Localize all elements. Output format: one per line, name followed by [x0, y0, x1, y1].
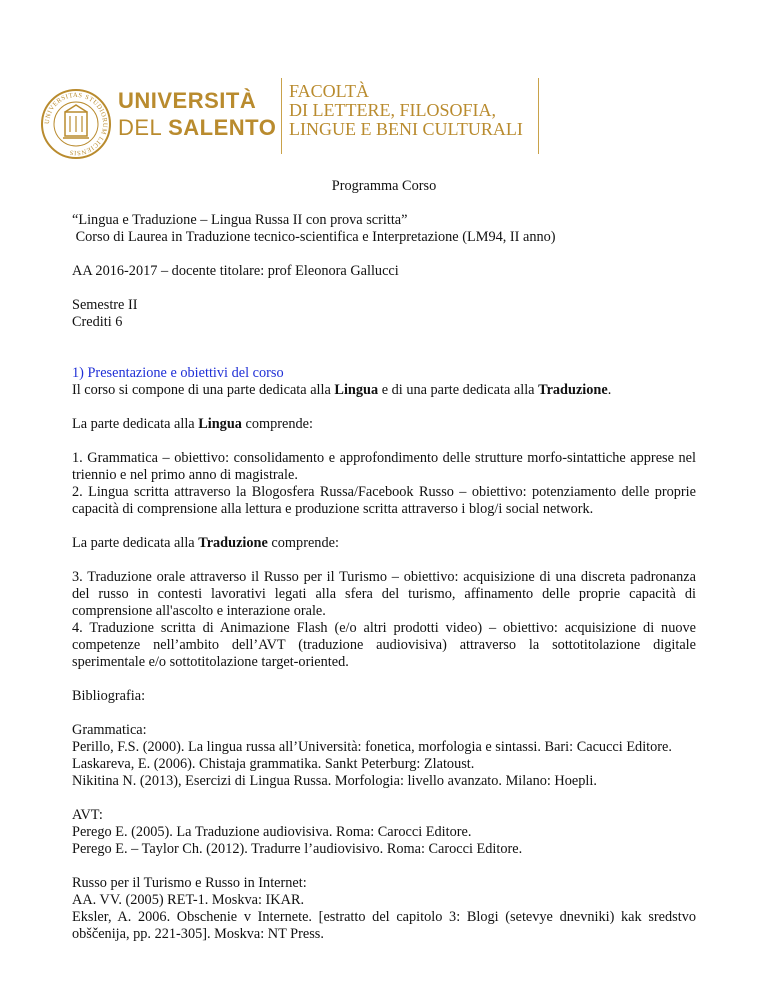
university-seal-icon — [40, 88, 112, 160]
course-title: “Lingua e Traduzione – Lingua Russa II con prova scritta” — [72, 212, 408, 228]
document-body — [72, 178, 696, 943]
header-divider-left — [281, 78, 282, 154]
faculty-line2: DI LETTERE, FILOSOFIA, — [289, 100, 496, 120]
degree-program: Corso di Laurea in Traduzione tecnico-scientifica e Interpretazione (LM94, II anno) — [72, 229, 556, 245]
lingua-item-2: 2. Lingua scritta attraverso la Blogosfera Russa/Facebook Russo – obiettivo: potenziamento delle proprie capacità di comprensione alla lettura e produzione scritta attraverso i blog/i social network. — [72, 484, 696, 517]
university-name-line1: UNIVERSITÀ — [118, 88, 257, 113]
credits: Crediti 6 — [72, 314, 123, 330]
faculty-line3: LINGUE E BENI CULTURALI — [289, 119, 523, 139]
grammar-ref-3: Nikitina N. (2013), Esercizi di Lingua Russa. Morfologia: livello avanzato. Milano: Hoepli. — [72, 773, 597, 789]
lingua-intro: La parte dedicata alla Lingua comprende: — [72, 416, 313, 432]
semester: Semestre II — [72, 297, 138, 313]
tourism-heading: Russo per il Turismo e Russo in Internet: — [72, 875, 307, 891]
document-title: Programma Corso — [331, 178, 437, 194]
grammar-ref-1: Perillo, F.S. (2000). La lingua russa all’Università: fonetica, morfologia e sintassi. Bari: Cacucci Editore. — [72, 739, 672, 755]
traduzione-intro: La parte dedicata alla Traduzione comprende: — [72, 535, 339, 551]
traduzione-item-3: 3. Traduzione orale attraverso il Russo per il Turismo – obiettivo: acquisizione di una discreta padronanza del russo in contesti lavorativi legati alla sfera del turismo, affinamento delle proprie capacità di comprensione all'ascolto e interazione orale. — [72, 569, 696, 619]
tourism-ref-1: AA. VV. (2005) RET-1. Moskva: IKAR. — [72, 892, 305, 908]
svg-text:UNIVERSITAS STUDIORUM LICIENSI: UNIVERSITAS STUDIORUM LICIENSIS — [43, 91, 109, 157]
university-name-del: DEL — [118, 115, 169, 140]
lingua-item-1: 1. Grammatica – obiettivo: consolidamento e approfondimento delle strutture morfo-sintattiche apprese nel triennio e nel primo anno di magistrale. — [72, 450, 696, 483]
bibliography-heading: Bibliografia: — [72, 688, 146, 704]
grammar-ref-2: Laskareva, E. (2006). Chistaja grammatika. Sankt Peterburg: Zlatoust. — [72, 756, 475, 772]
letterhead — [0, 0, 768, 160]
faculty-name — [289, 82, 523, 139]
university-name-salento: SALENTO — [168, 115, 277, 140]
header-divider-right — [538, 78, 539, 154]
university-name-line2 — [118, 117, 276, 139]
course-intro: Il corso si compone di una parte dedicata alla Lingua e di una parte dedicata alla Traduzione. — [72, 382, 612, 398]
university-name — [118, 90, 276, 139]
year-teacher: AA 2016-2017 – docente titolare: prof Eleonora Gallucci — [72, 263, 399, 279]
avt-ref-2: Perego E. – Taylor Ch. (2012). Tradurre l’audiovisivo. Roma: Carocci Editore. — [72, 841, 523, 857]
grammar-heading: Grammatica: — [72, 722, 147, 738]
tourism-ref-2: Eksler, A. 2006. Obschenie v Internete. [estratto del capitolo 3: Blogi (setevye dnevniki) kak sredstvo obščenija, pp. 221-305]. Moskva: NT Press. — [72, 909, 696, 942]
faculty-line1: FACOLTÀ — [289, 81, 370, 101]
traduzione-item-4: 4. Traduzione scritta di Animazione Flash (e/o altri prodotti video) – obiettivo: acquisizione di nuove competenze nell’ambito dell’AVT (traduzione audiovisiva) attraverso la sottotitolazione digitale sperimentale e/o sottotitolazione target-oriented. — [72, 620, 696, 670]
section1-heading: 1) Presentazione e obiettivi del corso — [72, 365, 284, 381]
avt-ref-1: Perego E. (2005). La Traduzione audiovisiva. Roma: Carocci Editore. — [72, 824, 472, 840]
avt-heading: AVT: — [72, 807, 103, 823]
